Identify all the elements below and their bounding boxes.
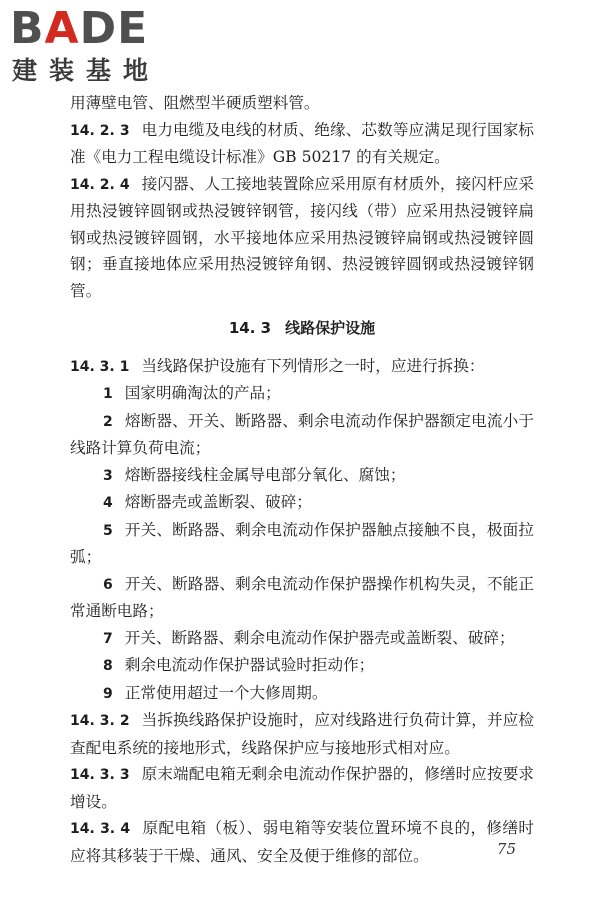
list-item [70, 517, 534, 571]
item-number: 6 [103, 576, 113, 593]
paragraph-text: 用薄壁电管、阻燃型半硬质塑料管。 [70, 94, 320, 112]
clause-number: 14. 3. 3 [70, 767, 130, 783]
clause-number: 14. 3. 2 [70, 713, 130, 729]
logo-letters-de: DE [79, 3, 149, 54]
clause-number: 14. 2. 3 [70, 122, 130, 139]
clause-14-3-4 [70, 815, 534, 869]
page-number: 75 [496, 840, 516, 858]
clause-text: 当线路保护设施有下列情形之一时，应进行拆换： [141, 356, 485, 375]
clause-number: 14. 3. 1 [70, 358, 130, 375]
logo-letter-b: B [10, 3, 45, 54]
item-number: 7 [103, 630, 113, 647]
item-text: 开关、断路器、剩余电流动作保护器触点接触不良，极面拉弧； [70, 520, 534, 566]
logo-subtitle: 建装基地 [12, 56, 161, 85]
clause-14-3-2 [70, 707, 534, 761]
item-text: 国家明确淘汰的产品； [124, 384, 281, 402]
item-text: 开关、断路器、剩余电流动作保护器操作机构失灵，不能正常通断电路； [70, 574, 534, 620]
list-item [70, 680, 534, 708]
section-title-text: 线路保护设施 [285, 319, 376, 337]
clause-text: 电力电缆及电线的材质、绝缘、芯数等应满足现行国家标准《电力工程电缆设计标准》GB 50217 的有关规定。 [70, 120, 534, 166]
list-item [70, 408, 534, 462]
list-item [70, 380, 534, 408]
clause-text: 当拆换线路保护设施时，应对线路进行负荷计算，并应检查配电系统的接地形式，线路保护应与接地形式相对应。 [70, 711, 534, 757]
section-heading-14-3 [70, 315, 534, 342]
item-number: 3 [103, 467, 113, 484]
item-text: 熔断器壳或盖断裂、破碎； [124, 493, 312, 511]
list-item [70, 571, 534, 625]
clause-14-3-1 [70, 353, 534, 381]
list-item [70, 489, 534, 517]
clause-14-3-3 [70, 761, 534, 815]
clause-14-2-4 [70, 171, 534, 305]
item-number: 4 [103, 495, 113, 511]
clause-text: 接闪器、人工接地装置除应采用原有材质外，接闪杆应采用热浸镀锌圆钢或热浸镀锌钢管，接闪线（带）应采用热浸镀锌扁钢或热浸镀锌圆钢，水平接地体应采用热浸镀锌扁钢或热浸镀锌圆钢；垂直接地体应采用热浸镀锌角钢、热浸镀锌圆钢或热浸镀锌钢管。 [70, 174, 534, 300]
clause-text: 原配电箱（板）、弱电箱等安装位置环境不良的，修缮时应将其移装于干燥、通风、安全及便于维修的部位。 [70, 819, 534, 865]
bade-logo [8, 4, 176, 90]
section-number: 14. 3 [228, 319, 272, 337]
logo-letter-a: A [44, 3, 80, 54]
item-number: 2 [103, 413, 113, 430]
item-number: 8 [103, 658, 113, 674]
item-text: 开关、断路器、剩余电流动作保护器壳或盖断裂、破碎； [124, 628, 515, 647]
item-text: 剩余电流动作保护器试验时拒动作； [124, 656, 375, 674]
continued-paragraph [70, 90, 534, 117]
document-body [70, 90, 534, 869]
item-number: 9 [103, 685, 113, 702]
logo-wordmark [10, 4, 148, 54]
list-item [70, 652, 534, 680]
item-text: 熔断器、开关、断路器、剩余电流动作保护器额定电流小于线路计算负荷电流； [70, 411, 534, 457]
item-text: 熔断器接线柱金属导电部分氧化、腐蚀； [124, 465, 406, 484]
clause-number: 14. 2. 4 [70, 176, 130, 193]
clause-text: 原末端配电箱无剩余电流动作保护器的，修缮时应按要求增设。 [70, 765, 534, 811]
list-item [70, 462, 534, 490]
item-number: 1 [103, 386, 113, 402]
item-text: 正常使用超过一个大修周期。 [124, 683, 328, 702]
clause-14-2-3 [70, 117, 534, 171]
clause-number: 14. 3. 4 [70, 821, 131, 837]
item-number: 5 [103, 522, 113, 539]
list-item [70, 625, 534, 653]
